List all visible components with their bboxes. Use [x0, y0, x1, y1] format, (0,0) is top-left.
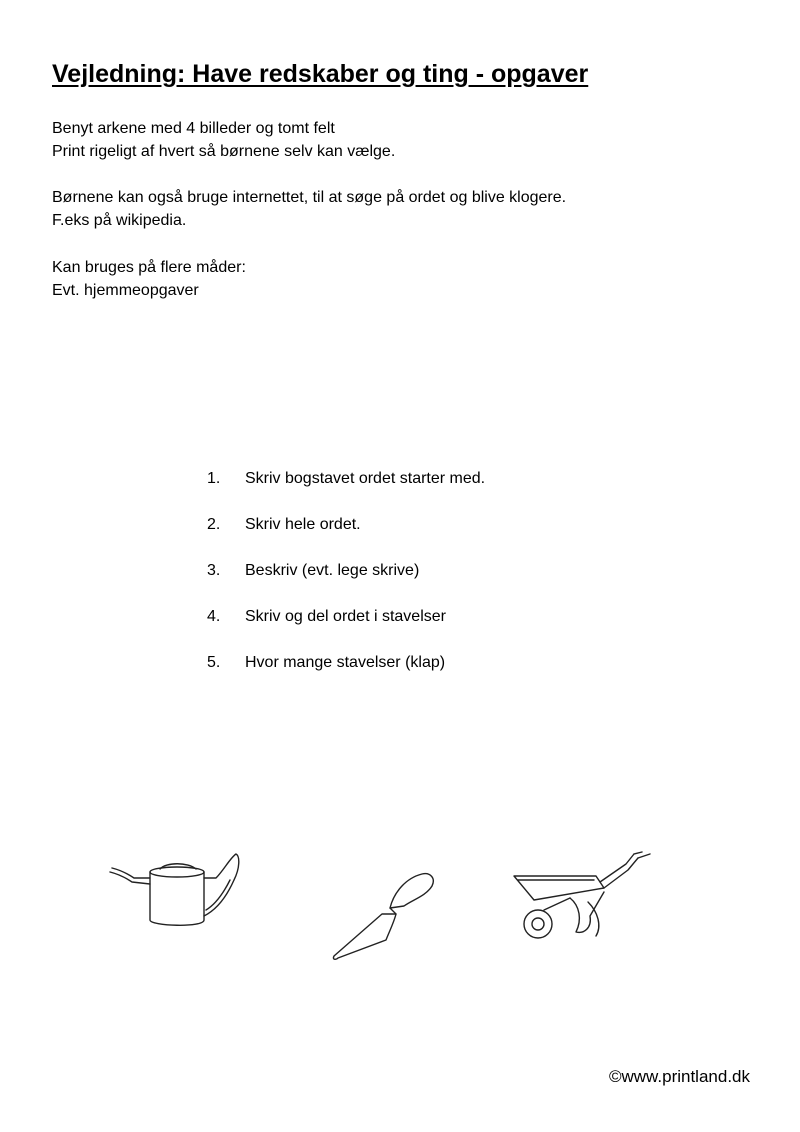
- internet-paragraph: [52, 186, 566, 232]
- copyright-text: ©www.printland.dk: [608, 1067, 750, 1086]
- paragraph-line: Benyt arkene med 4 billeder og tomt felt: [52, 120, 335, 137]
- paragraph-line: Print rigeligt af hvert så børnene selv kan vælge.: [52, 143, 396, 160]
- wheelbarrow-illustration: [510, 848, 655, 944]
- task-number: 3.: [207, 562, 221, 579]
- task-item: [207, 654, 485, 700]
- task-number: 5.: [207, 654, 221, 671]
- wheelbarrow-icon: [510, 848, 655, 944]
- task-text: Skriv hele ordet.: [245, 516, 361, 533]
- paragraph-line: F.eks på wikipedia.: [52, 212, 187, 229]
- trowel-icon: [326, 868, 438, 960]
- paragraph-line: Evt. hjemmeopgaver: [52, 282, 199, 299]
- watering-can-icon: [108, 848, 244, 930]
- usage-paragraph: [52, 256, 246, 302]
- task-item: [207, 608, 485, 654]
- trowel-illustration: [326, 868, 438, 960]
- task-item: [207, 516, 485, 562]
- task-list: [207, 470, 485, 700]
- task-item: [207, 470, 485, 516]
- task-item: [207, 562, 485, 608]
- task-text: Skriv og del ordet i stavelser: [245, 608, 446, 625]
- task-number: 4.: [207, 608, 221, 625]
- paragraph-line: Børnene kan også bruge internettet, til at søge på ordet og blive klogere.: [52, 189, 567, 206]
- task-number: 1.: [207, 470, 221, 487]
- paragraph-line: Kan bruges på flere måder:: [52, 259, 246, 276]
- task-text: Beskriv (evt. lege skrive): [245, 562, 420, 579]
- task-text: Hvor mange stavelser (klap): [245, 654, 446, 671]
- watering-can-illustration: [108, 848, 244, 930]
- page-title: Vejledning: Have redskaber og ting - opgaver: [52, 60, 589, 88]
- task-number: 2.: [207, 516, 221, 533]
- task-text: Skriv bogstavet ordet starter med.: [245, 470, 486, 487]
- instructions-paragraph: [52, 117, 395, 163]
